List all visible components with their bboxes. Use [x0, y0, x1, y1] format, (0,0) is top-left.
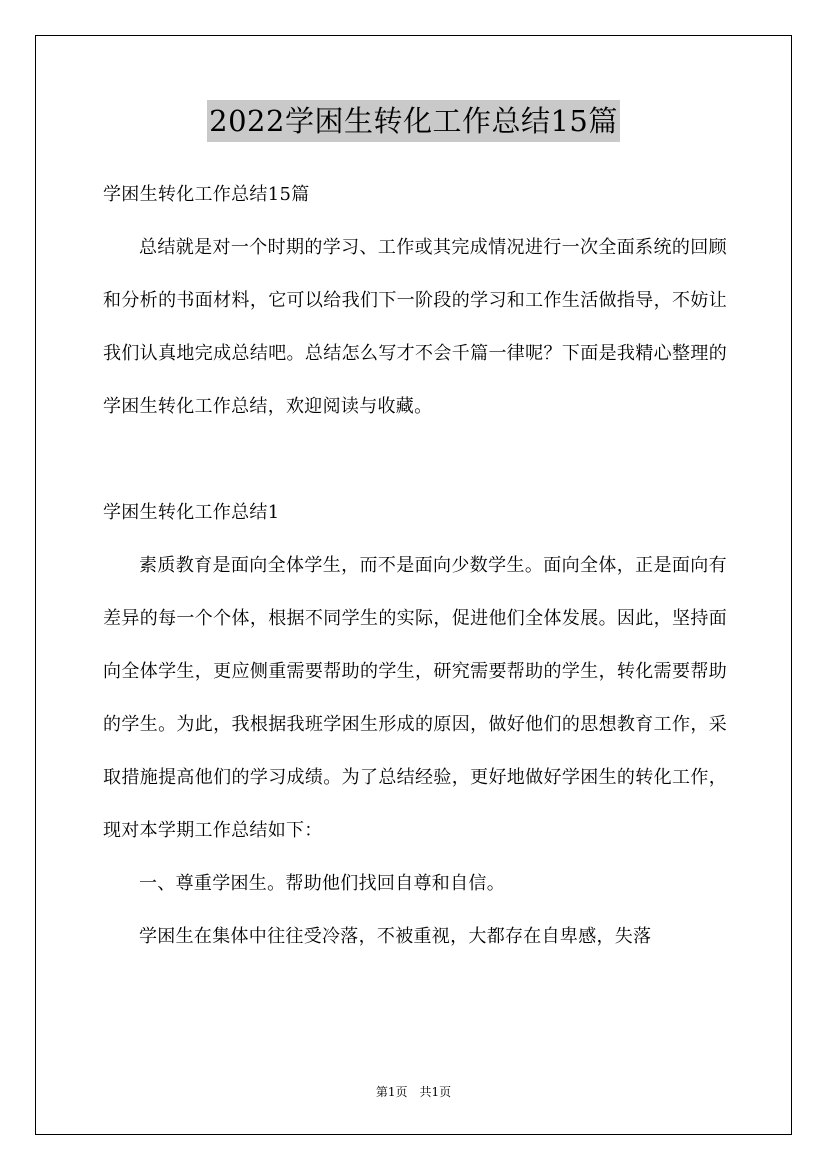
section-paragraph: 素质教育是面向全体学生，而不是面向少数学生。面向全体，正是面向有差异的每一个个体，根据不同学生的实际，促进他们全体发展。因此，坚持面向全体学生，更应侧重需要帮助的学生，研究需要帮助的学生，转化需要帮助的学生。为此，我根据我班学困生形成的原因，做好他们的思想教育工作，采取措施提高他们的学习成绩。为了总结经验，更好地做好学困生的转化工作，现对本学期工作总结如下：	[103, 555, 727, 841]
title-container	[0, 100, 827, 142]
point-one-paragraph: 学困生在集体中往往受冷落，不被重视，大都存在自卑感，失落	[139, 926, 652, 947]
page-footer	[0, 1083, 827, 1101]
paragraph-spacer	[103, 433, 727, 486]
document-body	[103, 168, 727, 963]
document-subtitle: 学困生转化工作总结15篇	[103, 184, 310, 205]
page-number-total: 共1页	[419, 1085, 452, 1099]
section-heading: 学困生转化工作总结1	[103, 502, 280, 523]
document-title: 2022学困生转化工作总结15篇	[207, 100, 620, 142]
intro-paragraph: 总结就是对一个时期的学习、工作或其完成情况进行一次全面系统的回顾和分析的书面材料，它可以给我们下一阶段的学习和工作生活做指导，不妨让我们认真地完成总结吧。总结怎么写才不会千篇一律呢？下面是我精心整理的学困生转化工作总结，欢迎阅读与收藏。	[103, 237, 727, 417]
point-one-heading: 一、尊重学困生。帮助他们找回自尊和自信。	[139, 873, 505, 894]
page-number-current: 第1页	[375, 1085, 408, 1099]
